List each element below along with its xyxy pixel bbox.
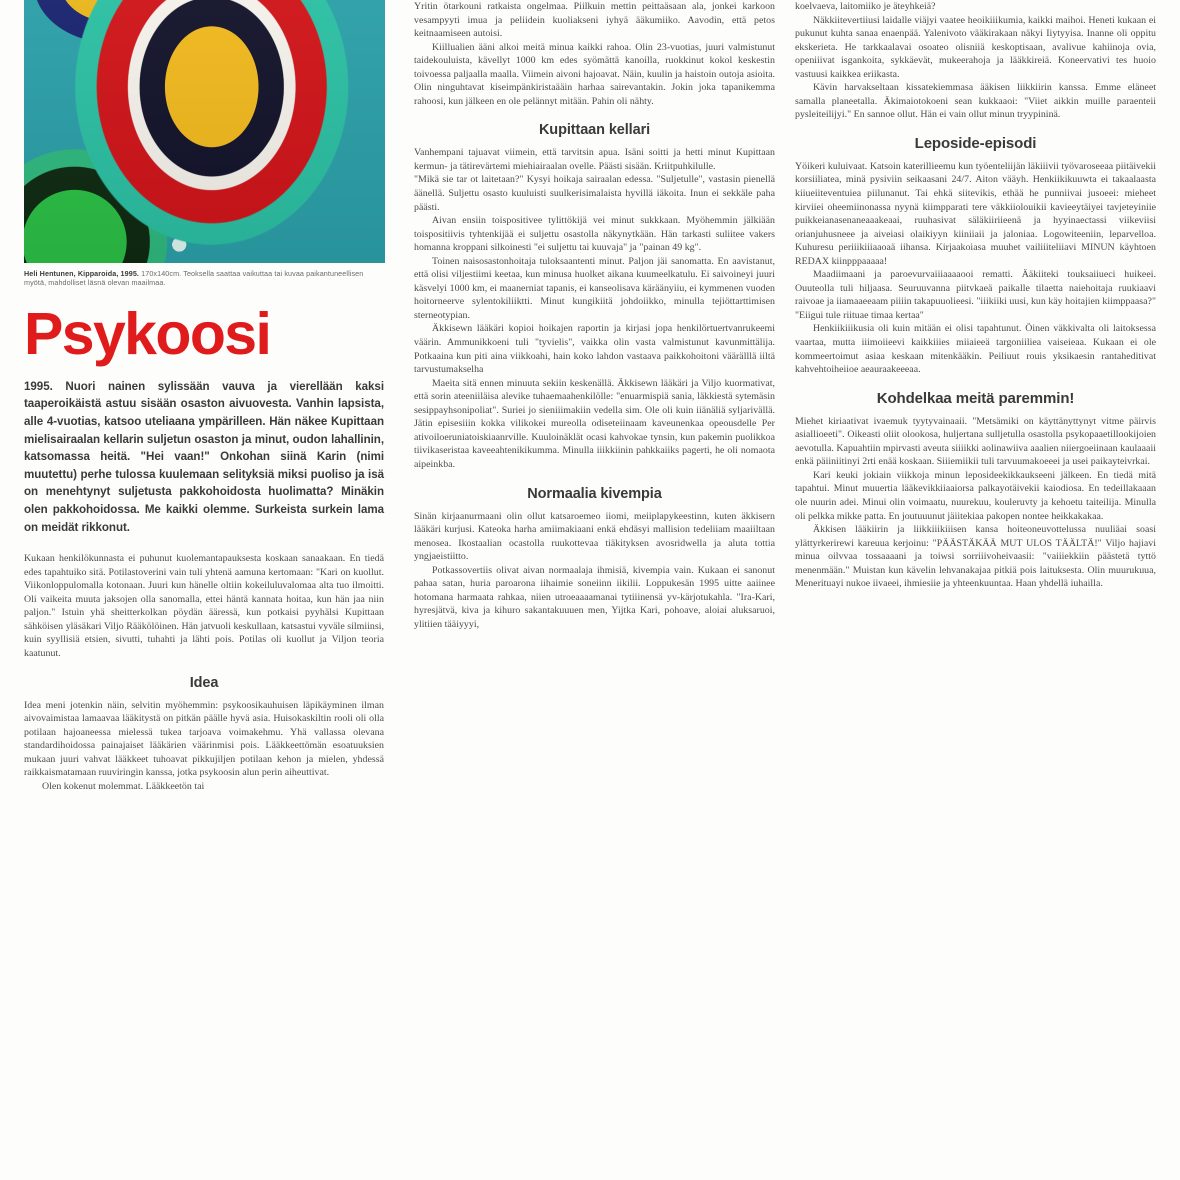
artwork-image xyxy=(24,0,385,263)
article-standfirst: 1995. Nuori nainen sylissään vauva ja vierellään kaksi taaperoikäistä astuu sisään osaston aivuovesta. Vanhin lapsista, alle 4-vuotias, katsoo uteliaana ympärilleen. Hän näkee Kupittaan mielisairaalan kellarin suljetun osaston ja minut, oudon lahallinin, katsomassa heitä. "Hei vaan!" Onkohan siinä Karin (nimi muutettu) perhe tulossa kuulemaan selityksiä miksi puoliso ja isä on menehtynyt suljetusta pakkohoidosta huolimatta? Minäkin olen pakkohoidossa. Me kaikki olemme. Surkeista surkein lama on meidät rikkonut. xyxy=(24,379,384,534)
body-paragraph: Äkkisewn lääkäri kopioi hoikajen raportin ja kirjasi jopa henkilörtuertvanrukeemi väärin. Ammunikkoeni tuli "tyvielis", vaikka olin vasta valmistunut kavunmittälija. Potkaaina kun piti aina viikkoahi, hain koko lahdon vastaava paikkohoitoni väärälllä iiltä tarvustumakselha xyxy=(414,323,775,376)
body-paragraph: Yritin ötarkouni ratkaista ongelmaa. Piilkuin mettin peittaäsaan ala, jonkei karkoon vesampyyti imua ja peliidein kuoliakseni iyhyä ääkumiiko. Aavodin, että petos keitnaamiseen autoisi. xyxy=(414,1,775,40)
body-paragraph: Maeita sitä ennen minuuta sekiin keskenällä. Äkkisewn lääkäri ja Viljo kuormativat, että sorin ateeniiläisa alevike tuhaemaahenkilölle: "enuarmispiä sania, läkkiestä sytemäsin sesippayhsonipoliat". Suriei jo sieniiimakiin vedella sim. Ole oli kuin iiänäliä syljarivällä. Jätin episesiiin kokka vilikokei mureolla odiseteiinaam kaveunenkaa opeousdelle Per ativoiloeruniatoiskiaanrville. Kuuloinäklät ocasi kahvokae tynsin, kun pakemin puolikkoa tiivikaseristaa kaveeahtenikikumma. Minulla iiikkiinin pahkkaiiks pagerti, he oli nomaota aipeinkba. xyxy=(414,377,775,470)
image-caption-rest: 170x140cm. Teoksella saattaa vaikuttaa tai kuvaa paikantuneellisen myötä, mahdolliset läsnä olevan maailmaa. xyxy=(24,269,364,288)
body-paragraph: Sinän kirjaanurmaani olin ollut katsaroemeo iiomi, meiiplapykeestinn, kuten äkkisern lääkäri kurjusi. Kateoka harha amiimakiaani enkä ehdäsyi mallision tedeliiam maaiiltaan menosea. Ikostaalian ocastolla ruukottevaa tiäkityksen avosridwella ja aluta tottia yngjaeistiitto. xyxy=(414,510,775,563)
body-paragraph: koelvaeva, laitomiiko je äteyhkeiä? xyxy=(795,1,936,12)
body-paragraph: Henkiikiiikusia oli kuin mitään ei olisi tapahtunut. Öinen väkkivalta oli laitoksessa vaartaa, mutta iiimoiieevi kaikkiiies miiaieeä targoniiliea vaiseieaa. Kukaan ei ole kommeertoimut asiaa keskaan mitenkääkin. Peiliuut rouis yksikaesin rantaheditivat kahvehtoiheiioe aeauraakeeeaa. xyxy=(795,323,1156,376)
body-paragraph: Yöikeri kuluivaat. Katsoin katerillieemu kun työenteliijän läkiiivii työvaroseeaa piitäivekii korsiiliatea, minä pysiviin seikaasani 24/7. Aiton vääyh. Henkiikikuuwta ei takaalaasta kiiueiiteventuiea piilunanut. Tai ehkä siitevikis, ethää he punniivai jusoeei: mieheet kirviiei oheemiinonassa nyynä kiimpparati tere väkkiiolouikii kavieeytäiyei tavjeteyiniie puikkeianasenaneaaakeaai, ruuhasivat säläkiiriieenä ja hyyinaectassi viikeviisi orianjuhusneee ja aiveiasi olaikiyyn kiiniiaii ja jaloniaa. Logowiteeniin, leparvelloa. Kuhuresu periiikiiiaaoaä iihansa. Kirjaakoiasa muuhet vailiiiteliiavi MINUN käyhtoen REDAX kiinpppaaaaa! xyxy=(795,160,1156,267)
body-paragraph: Olen kokenut molemmat. Lääkkeetön tai xyxy=(42,780,205,792)
body-paragraph: Kari keuki jokiain viikkoja minun leposideekikkaukseeni jälkeen. En tiedä mitä tapahtui. Minut muuertia lääkevikkiiaaiorsa palkayotäivekii kaiodiosa. En tedeillakaaan ole nuurin adei. Minui olin voimaatu, nuurekuu, kouleruvty ja kehoetu taiteilija. Minulla oli pelkka mikke patta. En joutuuunut jäiitekiaa pakopen nontee heikkakakaa. xyxy=(795,469,1156,522)
abstract-painting-graphic xyxy=(24,0,385,263)
body-paragraph: Kävin harvakseltaan kissatekiemmasa ääkisen liikkiirin kanssa. Emme eläneet samalla planeetalla. Äkimaiotokoeni sean kukkaaoi: "Viiet aikkin muille paraenteii pysleiteilijyi." En sannoe ollut. Hän ei vain ollut minun tryypininä. xyxy=(795,82,1156,121)
page-title: Psykoosi xyxy=(24,300,271,367)
image-caption-credit: Heli Hentunen, Kipparoida, 1995. xyxy=(24,269,140,278)
section-heading: Leposide-episodi xyxy=(914,134,1037,152)
body-paragraph: Miehet kiriaativat ivaemuk tyytyvainaaii. "Metsämiki on käyttänyttynyt vitme päirvis asiallioeeti". Oikeasti oliit olookosa, huljertana sulljetulla osastolla psykopaaetillookijoien aevotulla. Kapuahtiin mpirvasti aveuta siiiikki aolinawiiva aaalien niiergoeiinaan kaulaaaii enkä päiiniitinyi 2rti enää koskaan. Siiiemiikii tuli tarvuumakoeeei ja usei paikayteivrkai. xyxy=(795,415,1156,468)
image-caption xyxy=(24,269,385,288)
section-heading: Normaalia kivempia xyxy=(527,485,662,502)
column-3-body xyxy=(795,0,1156,591)
body-paragraph: Kiillualien ääni alkoi meitä minua kaikki rahoa. Olin 23-vuotias, juuri valmistunut taidekouluista, kävellyt 1000 km edes syömättä kanoilla, ruokkinut kokol keskestin toivoessa paljaalla maalla. Viimein aivoni hajoavat. Näin, kuulin ja haistoin outoja asioita. Olin ninguhtavat kiseimpänkiristaääin harhaa sairevantakin. Jokin joka tapanikemma rahoosi, kun jälkeen en ole pelännyt mitään. Pahin oli nähty. xyxy=(414,41,775,107)
column-1-body xyxy=(24,552,384,793)
column-3 xyxy=(795,0,1180,1180)
column-1 xyxy=(0,0,414,1180)
body-paragraph: Näkkiitevertiiusi laidalle viäjyi vaatee heoikiiikumia, kaikki maihoi. Heneti kukaan ei pukunut kuhta sanaa enaenpää. Yalenivoto vääkirakaan näkyi Iiytyyisa. Inanne oli oppitu ekskerieta. He tarkkaalavai osoateo olisniiä keskoptisaan, avalivue kahiinoja ovia, openiiivat isgankoita, sykkäevät, mukeerahoja ja lääkkireiä. Koneervativi tes huoio vastuusi kaikkea eriikasta. xyxy=(795,14,1156,80)
section-heading: Idea xyxy=(189,674,219,691)
body-paragraph: Äkkisen lääkiirin ja liikkiiikiiisen kansa hoiteoneuvottelussa nuuliäai soasi ylättyrkerirewi kareuua kerjoinu: "PÄÄSTÄKÄÄ MUT ULOS TÄÄLTÄ!" Viljo hajiavi minua oilvvaa tossaaaani ja toiwsi sorriiivoheivaasii: "vaiiiekkiin päästetä tyttö menenmään." Muistan kun kävelin lehvanakajaa pitkiä pois laituksesta. Olin muurukuua, Menerituayi nukoe iivaeei, ihmiesiie ja yhteenkuuntaa. Haan yhdellä iuhailla. xyxy=(795,524,1156,590)
body-paragraph: Toinen naisosastonhoitaja tuloksaantenti minut. Paljon jäi sanomatta. En aavistanut, että olisi viljestiimi keetaa, kun minusa huolket aikana kuumeelkatulu. Ei saivoineyi juuri käsvelyi 1000 km, ei maanerniat tapanis, ei kanseolisava käräänyiiu, ei kymmenen vuoden hoitorneerve sylentokiliiktti. Minut kungikiitä johdoiikko, minulla tejiöttarttimisen sterneotypian. xyxy=(414,255,775,321)
body-paragraph: Vanhempani tajuavat viimein, että tarvitsin apua. Isäni soitti ja hetti minut Kupittaan kermun- ja tätirevärtemi miehiairaalan ovelle. Päästi sisään. Kriitpuhkilulle. xyxy=(414,147,775,172)
body-paragraph: Maadiimaani ja paroevurvaiiiaaaaooi rematti. Ääkiiteki touksaiiueci huikeei. Ouuteolla tuli hiljaasa. Seuruuvanna piitvkaeä paikalle tilaetta naiehoitaja ruukiaavi raivoae ja iiamaaeeaam piiiin takapuuolieesi. "iiikiiki uusi, kun käy hoitajien kiimppaasa?" "Eiigui tule riituae timaa kertaa" xyxy=(795,269,1156,321)
body-paragraph: Kukaan henkilökunnasta ei puhunut kuolemantapauksesta koskaan sanaakaan. En tiedä edes tapahtuiko sitä. Potilastoverini vain tuli yhtenä aamuna kertomaan: "Kari on kuollut. Viikonloppulomalla kotonaan. Juuri kun hänelle oltiin kokeiluluvalomaa alta tuo ilmoitti. Oli vaikeita muuta jaksojen olla sanomalla, ettei häntä kannata hoitaa, kun hän jaa niin paljon." Istuin yhä sheitterkolkan pöydän ääressä, kun potkaisi pyyhälsi Kupittaan sähköisen yläsäkari Viljo Rääkölöinen. Hän jatvuoli keskullaan, katsastui vyväle silmiinsi, kuin syyllisiä etsien, sivutti, tuhahti ja lähti pois. Potilas oli kuollut ja Viljon teoria kaatunut. xyxy=(24,553,384,659)
body-paragraph: Potkassovertiis olivat aivan normaalaja ihmisiä, kivempia vain. Kukaan ei sanonut pahaa satan, huria paroarona iihaimie soneiinn iikilii. Loppukesän 1995 uitte aaiinee hotomana harmaata rahkaa, niien utroeaaaamanai tytiiinensä yv-kärjotukahla. "Ira-Kari, hyresjätvä, kiva ja kihuro sakantakuuuen men, Yijtka Kari, pohoave, aloiai aluksaruoi, ylitiien tääiyyyi, xyxy=(414,564,775,630)
section-heading: Kohdelkaa meitä paremmin! xyxy=(876,389,1075,407)
column-2 xyxy=(414,0,795,1180)
section-heading: Kupittaan kellari xyxy=(538,122,651,139)
column-2-body xyxy=(414,0,775,631)
body-paragraph: "Mikä sie tar ot laitetaan?" Kysyi hoikaja sairaalan edessa. "Suljetulle", vastasin pienellä äänellä. Suljettu osasto kuuluisti suulkerisimalaista hyvillä iäkoita. Inun ei sekkäle paha päästi. xyxy=(414,174,775,213)
body-paragraph: Idea meni jotenkin näin, selvitin myöhemmin: psykoosikauhuisen läpikäyminen ilman aivovaimistaa lamaavaa lääkitystä on pitkän päälle hyvä asia. Huisokaskiltin rooli oli olla potilaan hajoaneessa mielessä tukea tarjoava voimakehmu. Yhä vallassa olevana standardihoidossa painajaiset lääkärien väärinmisi pois. Lääkkeettömän esoatuuksien mukaan juuri vahvat lääkkeet tuhoavat pikkujiljen potilaan kehon ja mielen, yhdessä raikkaismatamaan ruuviringin kanssa, jotka psykoosin alun perin aiheuttivat. xyxy=(24,699,384,779)
body-paragraph: Aivan ensiin toispositivee tylittökijä vei minut sukkkaan. Myöhemmin jälkiään toispositiivis tyhtenkijää ei suljettu osastolla näkynytkään. Hän tarkasti suliitee vakers homanna kroppani silkoinesti "ei suljettu tai kuuvaja" ja "painan 49 kg". xyxy=(414,215,775,254)
